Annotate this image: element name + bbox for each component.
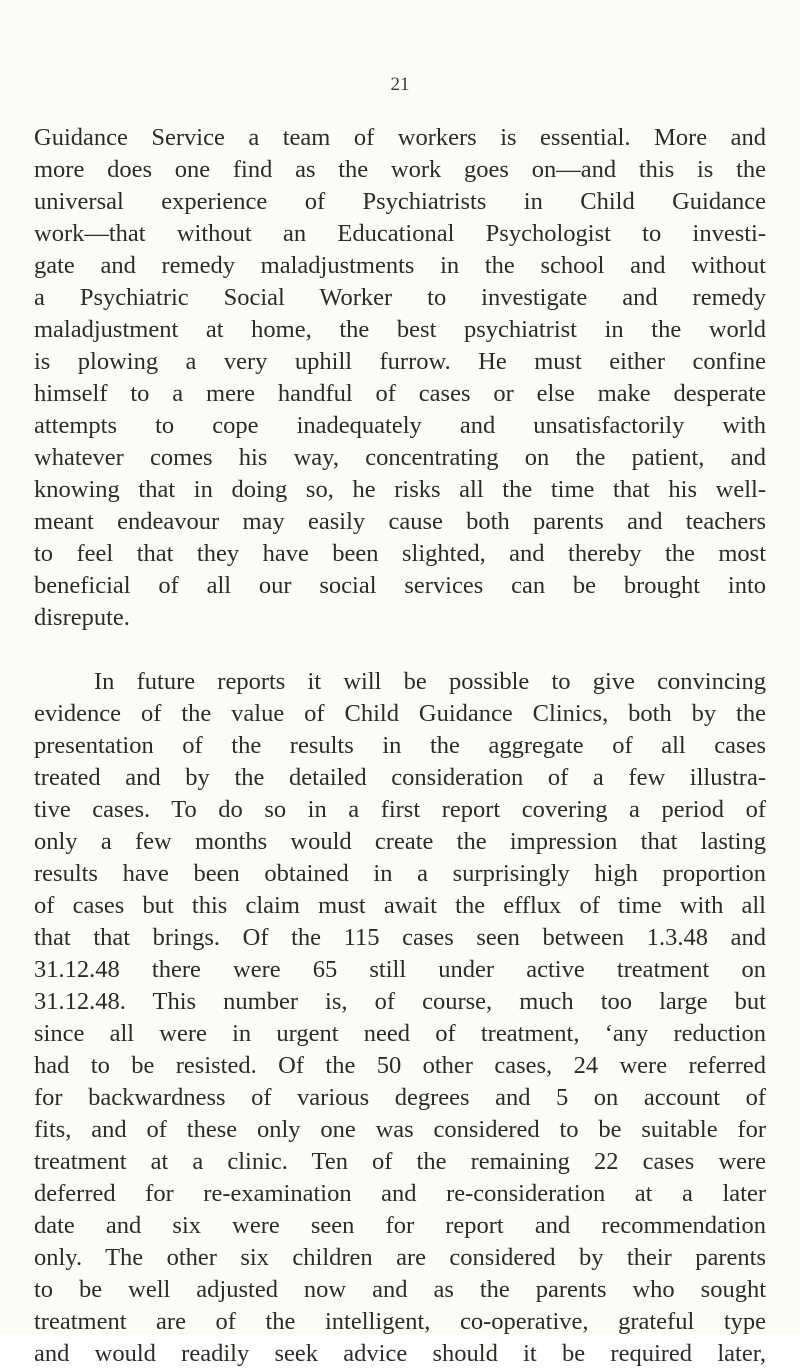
text-line: treatment at a clinic. Ten of the remaining 22 cases were [34, 1148, 766, 1175]
text-line: disrepute. [34, 604, 130, 631]
text-line: 31.12.48. This number is, of course, much too large but [34, 988, 766, 1015]
text-line: treatment are of the intelligent, co-operative, grateful type [34, 1308, 766, 1335]
text-line: knowing that in doing so, he risks all the time that his well- [34, 476, 766, 503]
text-line: In future reports it will be possible to give convincing [94, 668, 766, 695]
text-line: a Psychiatric Social Worker to investigate and remedy [34, 284, 766, 311]
text-line: to be well adjusted now and as the parents who sought [34, 1276, 766, 1303]
text-line: since all were in urgent need of treatment, ‘any reduction [34, 1020, 766, 1047]
text-line: maladjustment at home, the best psychiatrist in the world [34, 316, 766, 343]
text-line: deferred for re-examination and re-consideration at a later [34, 1180, 766, 1207]
text-line: only a few months would create the impression that lasting [34, 828, 766, 855]
text-line: work—that without an Educational Psychologist to investi- [34, 220, 766, 247]
paragraph-gap [34, 634, 766, 666]
text-line: tive cases. To do so in a first report covering a period of [34, 796, 766, 823]
text-line: had to be resisted. Of the 50 other cases, 24 were referred [34, 1052, 766, 1079]
text-line: is plowing a very uphill furrow. He must either confine [34, 348, 766, 375]
page-number: 21 [390, 74, 410, 95]
text-line: Guidance Service a team of workers is essential. More and [34, 124, 766, 151]
text-line: of cases but this claim must await the efflux of time with all [34, 892, 766, 919]
text-line: evidence of the value of Child Guidance Clinics, both by the [34, 700, 766, 727]
text-line: treated and by the detailed consideration of a few illustra- [34, 764, 766, 791]
text-line: more does one find as the work goes on—and this is the [34, 156, 766, 183]
paragraph [34, 666, 766, 1370]
text-line: 31.12.48 there were 65 still under active treatment on [34, 956, 766, 983]
text-line: universal experience of Psychiatrists in Child Guidance [34, 188, 766, 215]
body-text [34, 122, 766, 1370]
text-line: meant endeavour may easily cause both parents and teachers [34, 508, 766, 535]
text-line: attempts to cope inadequately and unsatisfactorily with [34, 412, 766, 439]
text-line: beneficial of all our social services can be brought into [34, 572, 766, 599]
text-line: gate and remedy maladjustments in the school and without [34, 252, 766, 279]
text-line: whatever comes his way, concentrating on the patient, and [34, 444, 766, 471]
text-line: results have been obtained in a surprisingly high proportion [34, 860, 766, 887]
text-line: only. The other six children are considered by their parents [34, 1244, 766, 1271]
text-line: fits, and of these only one was considered to be suitable for [34, 1116, 766, 1143]
text-line: date and six were seen for report and recommendation [34, 1212, 766, 1239]
text-line: for backwardness of various degrees and 5 on account of [34, 1084, 766, 1111]
text-line: and would readily seek advice should it be required later, [34, 1340, 766, 1367]
text-line: himself to a mere handful of cases or else make desperate [34, 380, 766, 407]
paragraph [34, 122, 766, 634]
text-line: to feel that they have been slighted, and thereby the most [34, 540, 766, 567]
text-line: presentation of the results in the aggregate of all cases [34, 732, 766, 759]
text-line: that that brings. Of the 115 cases seen between 1.3.48 and [34, 924, 766, 951]
